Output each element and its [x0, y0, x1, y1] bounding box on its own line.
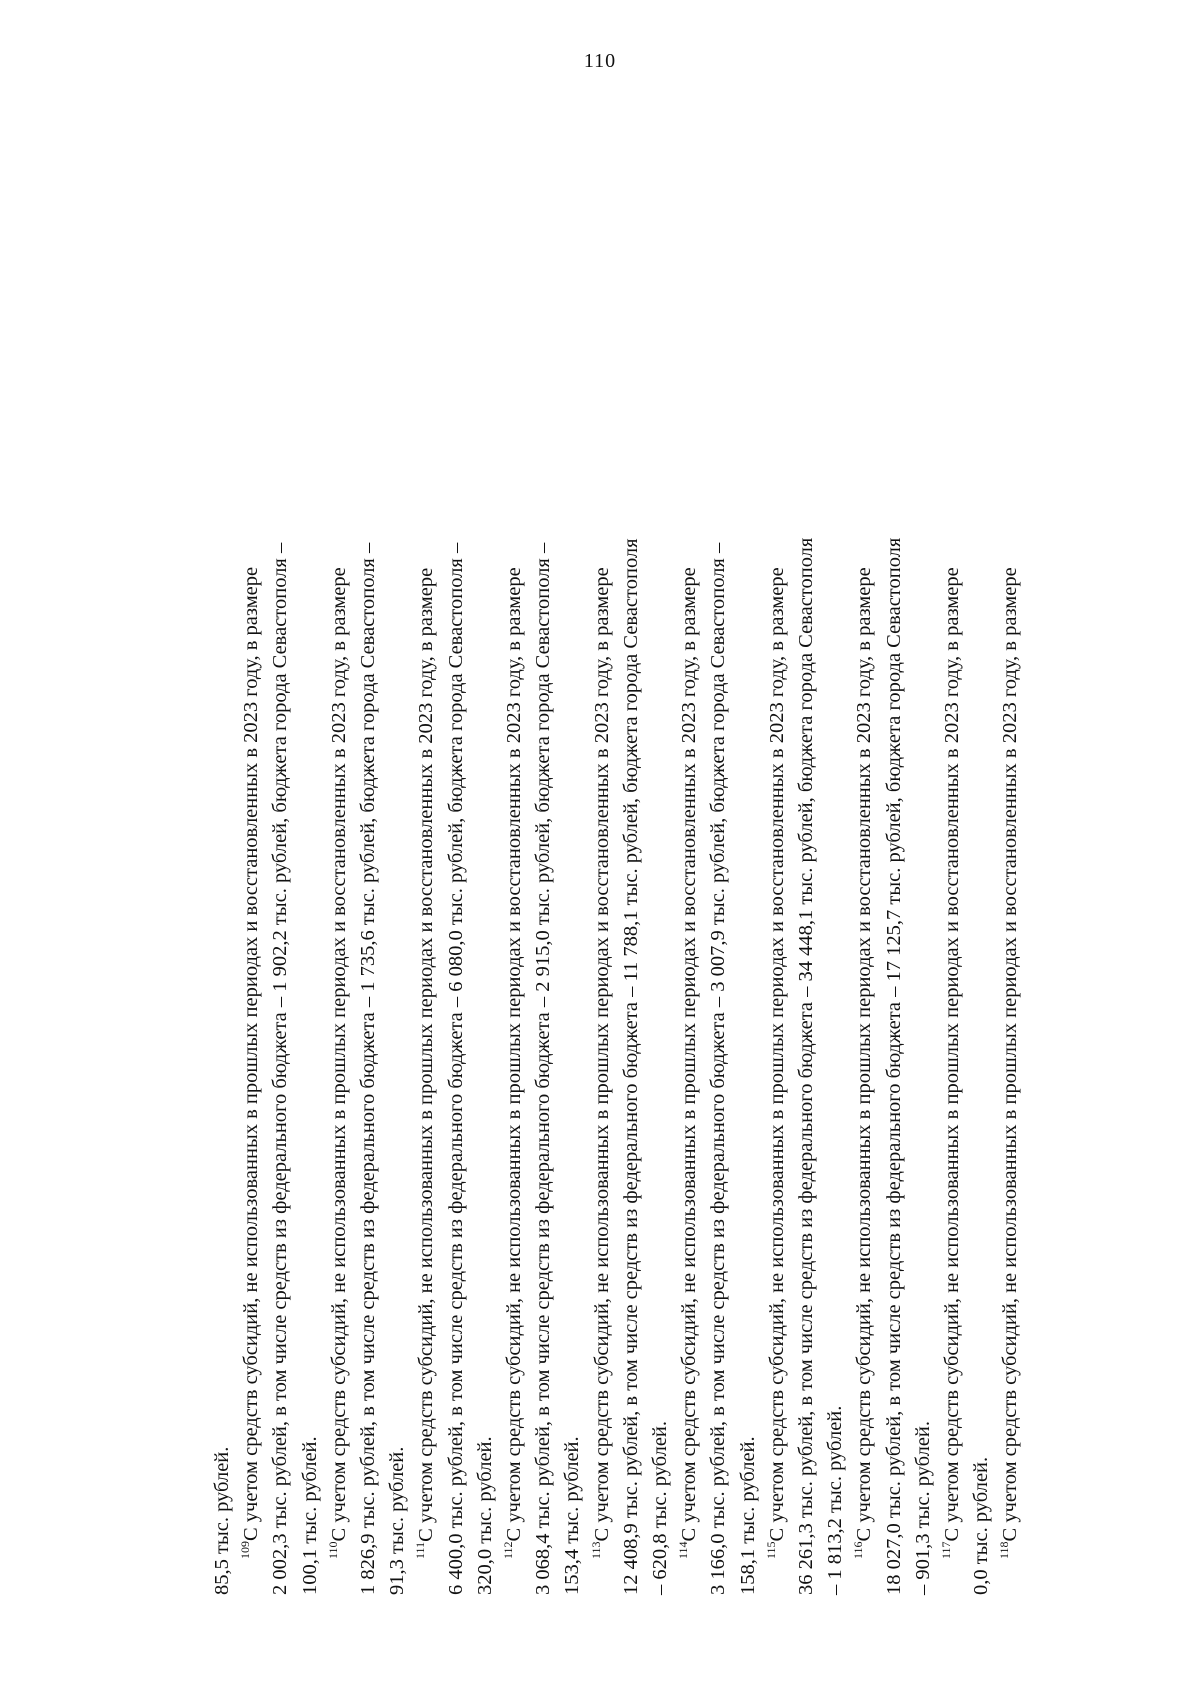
footnote-line — [354, 105, 383, 1595]
footnote-line — [704, 105, 733, 1595]
footnote-line — [558, 105, 587, 1595]
footnote-text: 6 400,0 тыс. рублей, в том числе средств из федерального бюджета – 6 080,0 тыс. рублей, бюджета города Севастополя – — [444, 542, 467, 1595]
footnote-line — [646, 105, 675, 1595]
footnote-text: С учетом средств субсидий, не использованных в прошлых периодах и восстановленных в 2023 году, в размере — [327, 567, 350, 1542]
footnote-text: С учетом средств субсидий, не использованных в прошлых периодах и восстановленных в 2023 году, в размере — [240, 566, 263, 1541]
footnote-text: – 620,8 тыс. рублей. — [649, 1420, 672, 1595]
footnote-text: 0,0 тыс. рублей. — [970, 1456, 993, 1595]
footnote-number: 111 — [413, 1541, 428, 1559]
footnote-text: 3 166,0 тыс. рублей, в том числе средств из федерального бюджета – 3 007,9 тыс. рублей, бюджета города Севастополя – — [707, 542, 730, 1595]
footnote-line — [821, 105, 850, 1595]
footnote-text: С учетом средств субсидий, не использованных в прошлых периодах и восстановленных в 2023 году, в размере — [941, 567, 964, 1542]
page-number: 110 — [583, 50, 617, 72]
footnote-line — [763, 105, 792, 1595]
footnote-text: 3 068,4 тыс. рублей, в том числе средств из федерального бюджета – 2 915,0 тыс. рублей, бюджета города Севастополя – — [532, 542, 555, 1595]
footnote-text: 320,0 тыс. рублей. — [473, 1436, 496, 1595]
footnote-line — [588, 105, 617, 1595]
footnote-line — [996, 105, 1025, 1595]
footnote-line — [412, 105, 441, 1595]
footnote-text: 18 027,0 тыс. рублей, в том числе средств из федерального бюджета – 17 125,7 тыс. рублей, бюджета города Севастополя — [882, 537, 905, 1595]
footnote-line — [938, 105, 967, 1595]
footnote-number: 110 — [325, 1541, 340, 1559]
footnote-text: С учетом средств субсидий, не использованных в прошлых периодах и восстановленных в 2023 году, в размере — [678, 567, 701, 1542]
footnote-text: 158,1 тыс. рублей. — [736, 1436, 759, 1595]
footnote-text: 2 002,3 тыс. рублей, в том числе средств из федерального бюджета – 1 902,2 тыс. рублей, бюджета города Севастополя – — [269, 542, 292, 1595]
footnote-line — [617, 105, 646, 1595]
footnote-line — [383, 105, 412, 1595]
footnote-text: С учетом средств субсидий, не использованных в прошлых периодах и восстановленных в 2023 году, в размере — [765, 567, 788, 1542]
footnote-text: 12 408,9 тыс. рублей, в том числе средств из федерального бюджета – 11 788,1 тыс. рублей, бюджета города Севастополя — [619, 538, 642, 1595]
footnote-text: – 901,3 тыс. рублей. — [911, 1420, 934, 1595]
footnote-line — [880, 105, 909, 1595]
footnote-number: 114 — [676, 1541, 691, 1559]
footnote-line — [471, 105, 500, 1595]
footnote-line — [792, 105, 821, 1595]
footnote-line — [734, 105, 763, 1595]
footnote-text: – 1 813,2 тыс. рублей. — [824, 1405, 847, 1595]
footnote-line — [296, 105, 325, 1595]
footnote-line — [266, 105, 295, 1595]
footnote-number: 117 — [939, 1541, 954, 1559]
footnote-text: С учетом средств субсидий, не использованных в прошлых периодах и восстановленных в 2023 году, в размере — [503, 567, 526, 1542]
footnote-line — [208, 105, 237, 1595]
footnote-line — [237, 105, 266, 1595]
footnote-line — [967, 105, 996, 1595]
footnote-text: С учетом средств субсидий, не использованных в прошлых периодах и восстановленных в 2023 году, в размере — [853, 567, 876, 1542]
footnote-text: С учетом средств субсидий, не использованных в прошлых периодах и восстановленных в 2023 году, в размере — [999, 567, 1022, 1542]
footnote-number: 109 — [238, 1541, 253, 1559]
footnote-text: С учетом средств субсидий, не использованных в прошлых периодах и восстановленных в 2023 году, в размере — [590, 567, 613, 1542]
footnote-text: 36 261,3 тыс. рублей, в том числе средств из федерального бюджета – 34 448,1 тыс. рублей, бюджета города Севастополя — [795, 537, 818, 1595]
footnote-line — [500, 105, 529, 1595]
footnotes-block — [208, 105, 1026, 1595]
footnote-line — [529, 105, 558, 1595]
footnote-number: 113 — [588, 1541, 603, 1559]
footnote-text: 91,3 тыс. рублей. — [386, 1446, 409, 1595]
footnote-number: 118 — [997, 1541, 1012, 1559]
footnote-line — [675, 105, 704, 1595]
footnote-number: 112 — [501, 1541, 516, 1559]
footnote-number: 115 — [764, 1541, 779, 1559]
footnote-line — [909, 105, 938, 1595]
footnote-text: 1 826,9 тыс. рублей, в том числе средств из федерального бюджета – 1 735,6 тыс. рублей, бюджета города Севастополя – — [357, 542, 380, 1595]
footnote-text: 85,5 тыс. рублей. — [211, 1446, 233, 1595]
footnote-text: 100,1 тыс. рублей. — [298, 1436, 321, 1595]
footnote-line — [442, 105, 471, 1595]
footnote-line — [850, 105, 879, 1595]
footnote-number: 116 — [851, 1541, 866, 1559]
footnote-line — [325, 105, 354, 1595]
footnote-text: С учетом средств субсидий, не использованных в прошлых периодах и восстановленных в 2023 году, в размере — [415, 567, 438, 1542]
rotated-footnotes-container — [208, 105, 1148, 1595]
footnote-text: 153,4 тыс. рублей. — [561, 1436, 584, 1595]
